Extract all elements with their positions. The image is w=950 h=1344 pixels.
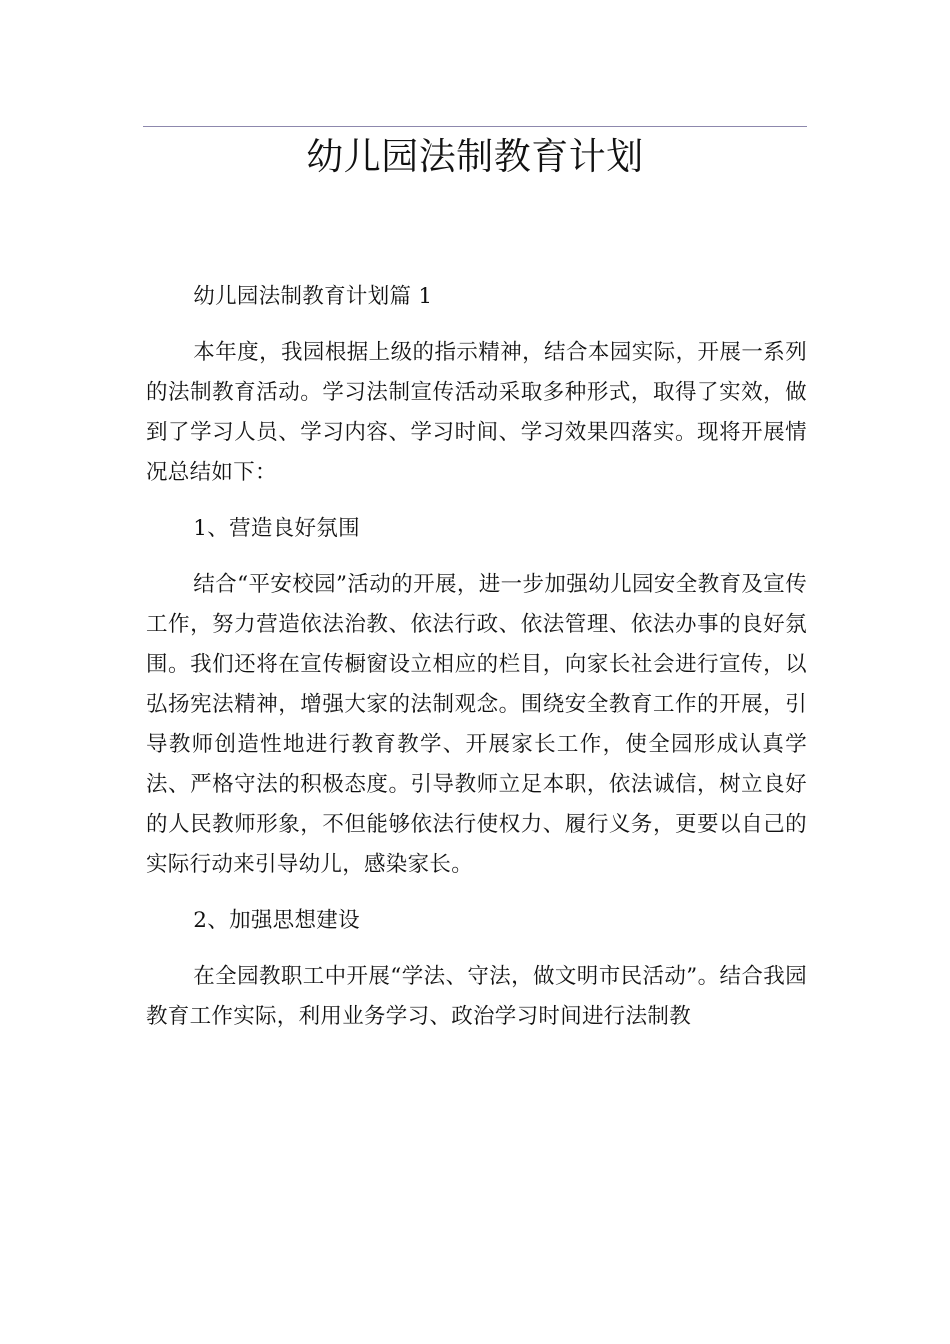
subheading-2: 2、加强思想建设	[193, 908, 360, 933]
header-rule	[143, 126, 807, 127]
intro-paragraph: 本年度，我园根据上级的指示精神，结合本园实际，开展一系列的法制教育活动。学习法制宣传活动采取多种形式，取得了实效，做到了学习人员、学习内容、学习时间、学习效果四落实。现将开展情况总结如下：	[146, 340, 807, 485]
paragraph-1: 结合“平安校园”活动的开展，进一步加强幼儿园安全教育及宣传工作，努力营造依法治教、依法行政、依法管理、依法办事的良好氛围。我们还将在宣传橱窗设立相应的栏目，向家长社会进行宣传，以弘扬宪法精神，增强大家的法制观念。围绕安全教育工作的开展，引导教师创造性地进行教育教学、开展家长工作，使全园形成认真学法、严格守法的积极态度。引导教师立足本职，依法诚信，树立良好的人民教师形象，不但能够依法行使权力、履行义务，更要以自己的实际行动来引导幼儿，感染家长。	[146, 572, 807, 877]
subheading-1: 1、营造良好氛围	[193, 516, 360, 541]
paragraph-2: 在全园教职工中开展“学法、守法，做文明市民活动”。结合我园教育工作实际，利用业务学习、政治学习时间进行法制教	[146, 964, 807, 1029]
document-body	[146, 277, 807, 1053]
document-title: 幼儿园法制教育计划	[306, 135, 644, 178]
section-title: 幼儿园法制教育计划篇 1	[193, 284, 433, 309]
